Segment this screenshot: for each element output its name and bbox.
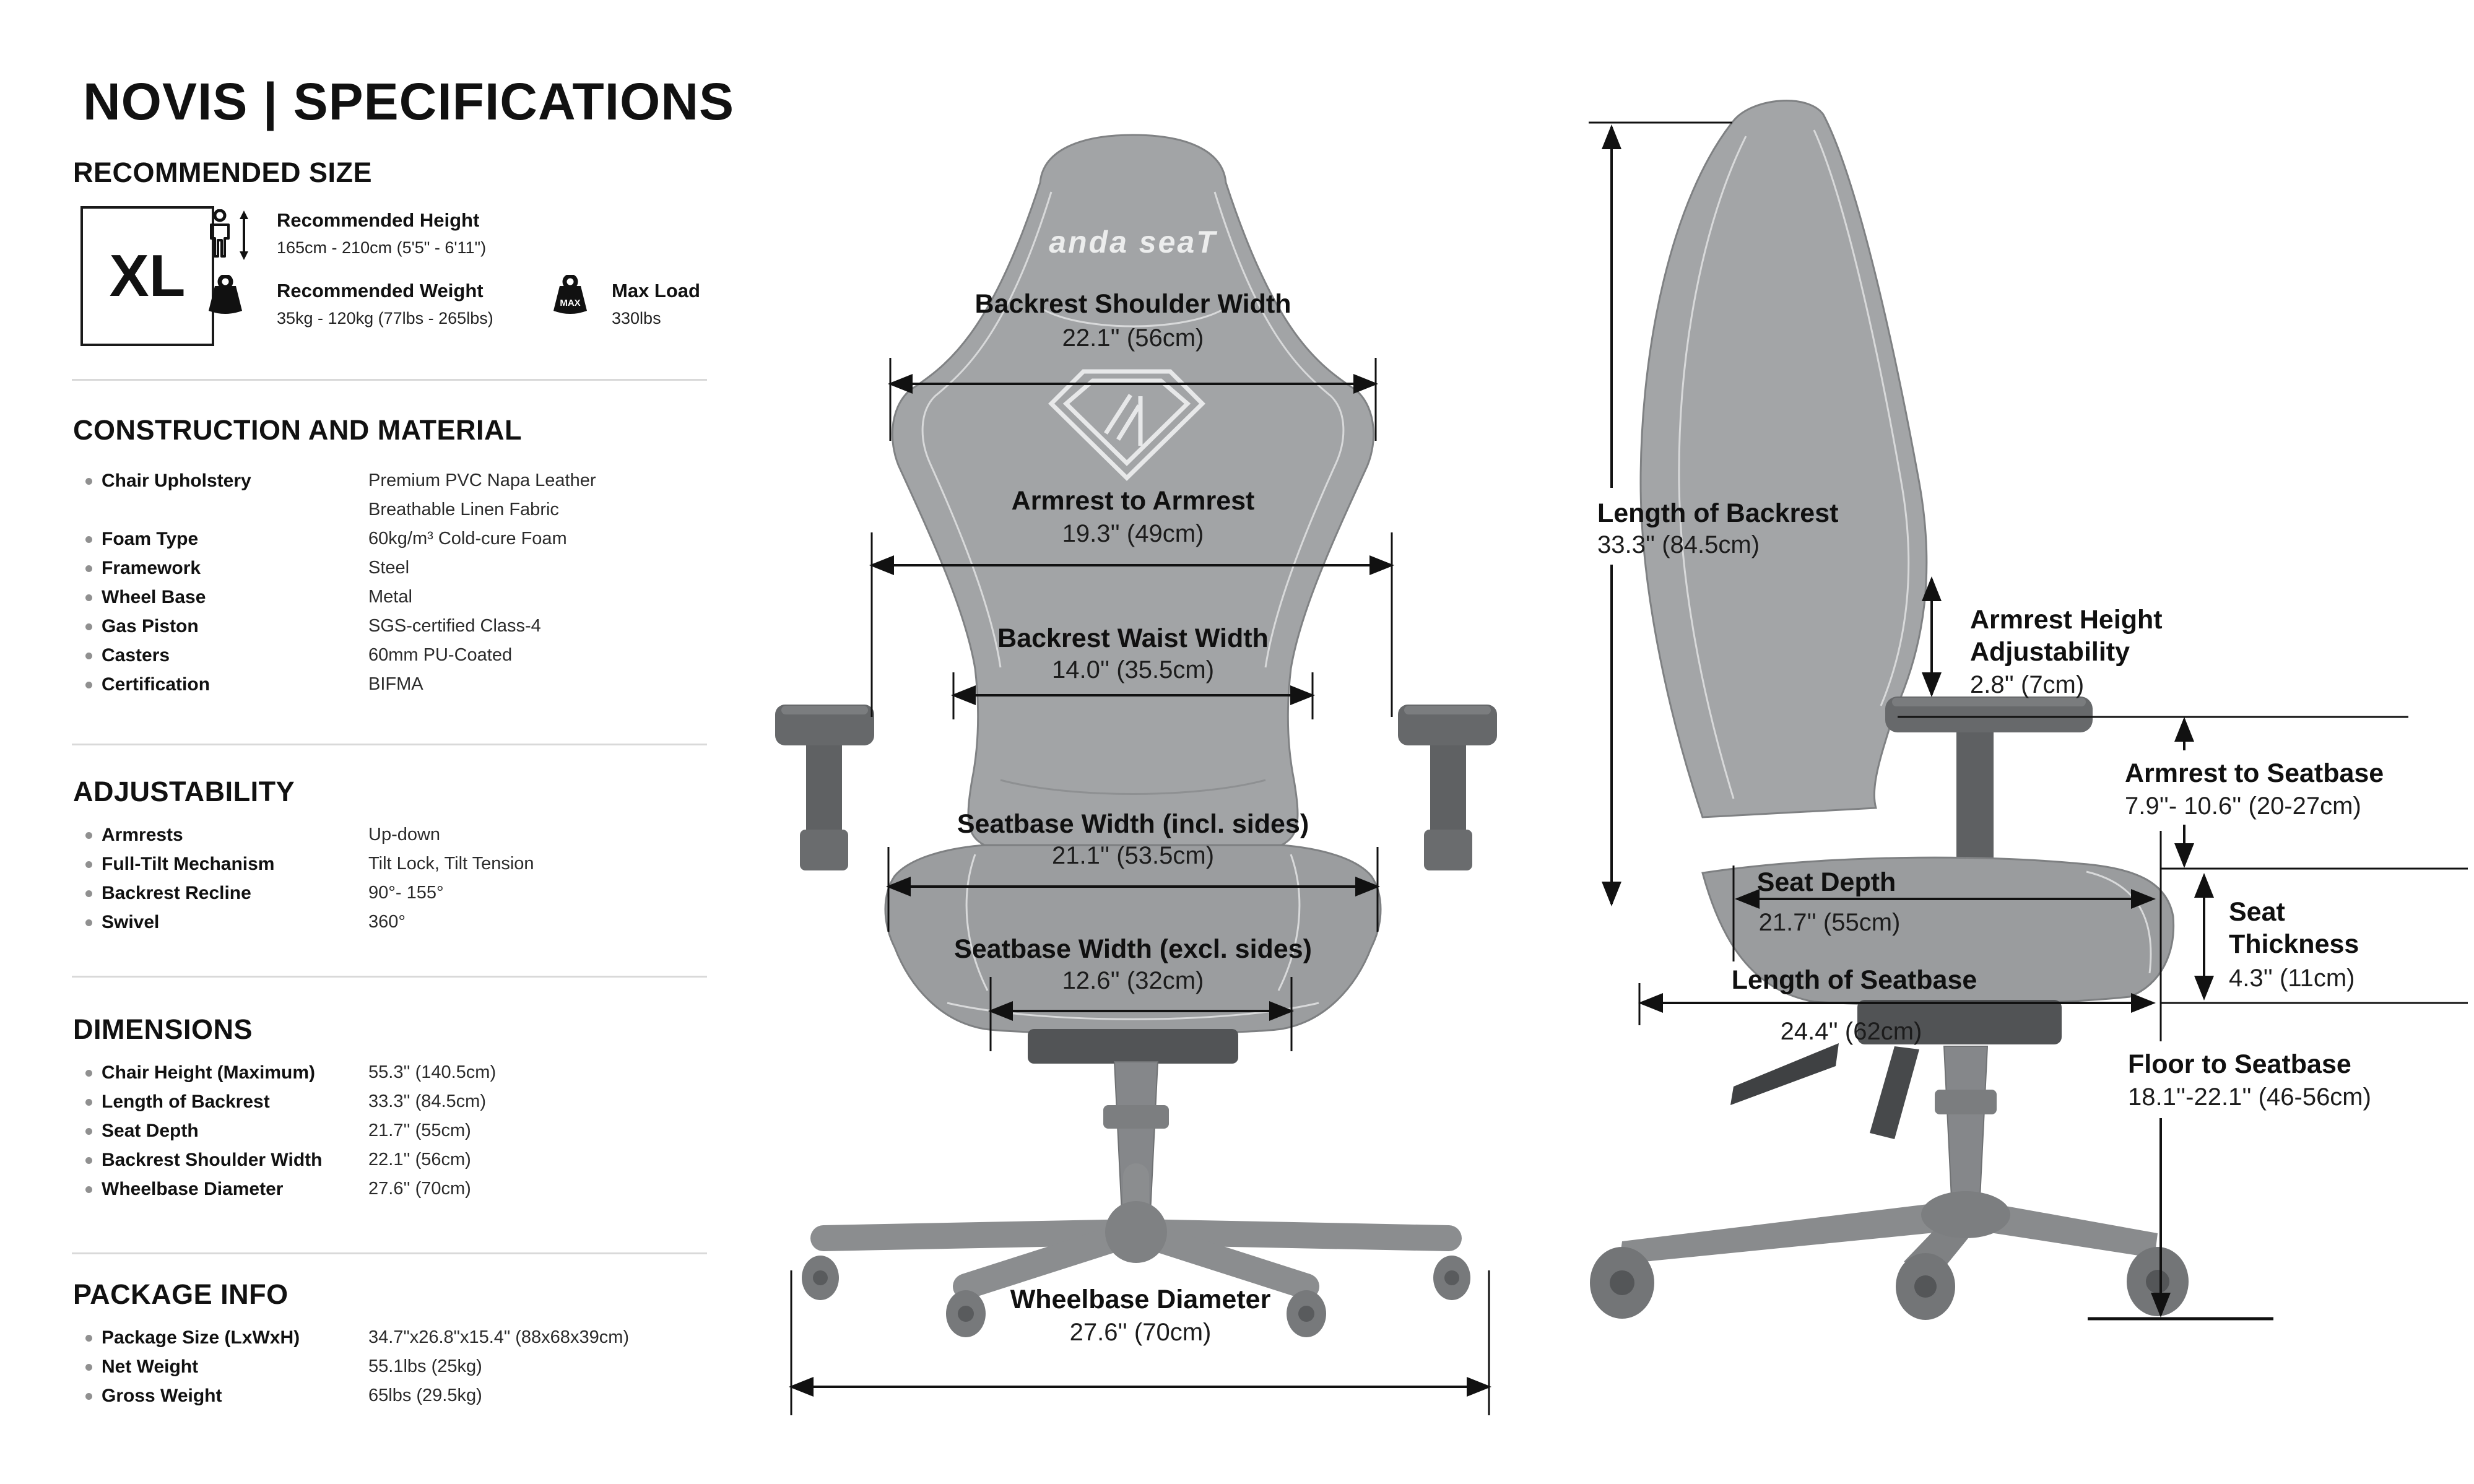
backrest-length-title: Length of Backrest bbox=[1597, 498, 1839, 528]
seatbase-incl-title: Seatbase Width (incl. sides) bbox=[957, 809, 1309, 839]
spec-label: Wheel Base bbox=[102, 587, 206, 607]
spec-value: Tilt Lock, Tilt Tension bbox=[368, 854, 534, 874]
spec-label: Net Weight bbox=[102, 1356, 199, 1377]
spec-value: BIFMA bbox=[368, 674, 423, 694]
spec-value: 33.3'' (84.5cm) bbox=[368, 1091, 486, 1111]
spec-label: Chair Upholstery bbox=[102, 471, 251, 491]
seatbase-excl-value: 12.6'' (32cm) bbox=[1062, 967, 1204, 994]
spec-label: Casters bbox=[102, 645, 170, 666]
spec-label: Swivel bbox=[102, 912, 160, 932]
spec-value: 22.1'' (56cm) bbox=[368, 1150, 471, 1169]
spec-label: Framework bbox=[102, 558, 201, 578]
recommended-height-label: Recommended Height bbox=[277, 209, 480, 231]
section-heading: DIMENSIONS bbox=[73, 1013, 253, 1045]
backrest-length-value: 33.3'' (84.5cm) bbox=[1597, 531, 1760, 558]
page-title: NOVIS | SPECIFICATIONS bbox=[83, 72, 735, 131]
spec-label: Seat Depth bbox=[102, 1121, 199, 1141]
section-heading: ADJUSTABILITY bbox=[73, 776, 295, 807]
spec-value: 27.6'' (70cm) bbox=[368, 1179, 471, 1199]
armrest-height-value: 2.8'' (7cm) bbox=[1970, 671, 2085, 698]
spec-label: Backrest Shoulder Width bbox=[102, 1150, 323, 1170]
shoulder-width-value: 22.1'' (56cm) bbox=[1062, 324, 1204, 352]
armrest-to-armrest-value: 19.3'' (49cm) bbox=[1062, 520, 1204, 547]
section-heading: CONSTRUCTION AND MATERIAL bbox=[73, 414, 522, 446]
armrest-to-seatbase-title: Armrest to Seatbase bbox=[2125, 758, 2384, 788]
seat-thickness-value: 4.3'' (11cm) bbox=[2229, 965, 2355, 992]
spec-value: 90°- 155° bbox=[368, 883, 444, 903]
spec-label: Backrest Recline bbox=[102, 883, 251, 903]
floor-to-seatbase-title: Floor to Seatbase bbox=[2128, 1049, 2351, 1079]
spec-value: Premium PVC Napa Leather Breathable Linen Fabric bbox=[368, 471, 596, 519]
section-heading: PACKAGE INFO bbox=[73, 1278, 289, 1310]
waist-width-value: 14.0'' (35.5cm) bbox=[1051, 656, 1215, 683]
spec-label: Package Size (LxWxH) bbox=[102, 1327, 300, 1348]
spec-label: Length of Backrest bbox=[102, 1091, 270, 1112]
wheelbase-value: 27.6'' (70cm) bbox=[1069, 1319, 1212, 1346]
armrest-height-title-1: Armrest Height bbox=[1970, 605, 2163, 635]
seatbase-excl-title: Seatbase Width (excl. sides) bbox=[954, 934, 1312, 964]
spec-value: 60mm PU-Coated bbox=[368, 645, 513, 665]
seat-thickness-title-2: Thickness bbox=[2229, 929, 2359, 959]
spec-value: 34.7"x26.8"x15.4" (88x68x39cm) bbox=[368, 1327, 630, 1347]
spec-value: 65lbs (29.5kg) bbox=[368, 1386, 482, 1405]
size-badge-label: XL bbox=[109, 243, 186, 309]
spec-value: 55.1lbs (25kg) bbox=[368, 1356, 482, 1376]
seatbase-length-value: 24.4'' (62cm) bbox=[1780, 1018, 1922, 1045]
spec-value: 55.3'' (140.5cm) bbox=[368, 1062, 497, 1082]
seat-depth-value: 21.7'' (55cm) bbox=[1758, 909, 1901, 936]
seatbase-incl-value: 21.1'' (53.5cm) bbox=[1051, 842, 1215, 869]
wheelbase-title: Wheelbase Diameter bbox=[1010, 1285, 1271, 1314]
recommended-weight-value: 35kg - 120kg (77lbs - 265lbs) bbox=[277, 309, 493, 328]
waist-width-title: Backrest Waist Width bbox=[997, 623, 1269, 653]
shoulder-width-title: Backrest Shoulder Width bbox=[974, 289, 1291, 319]
spec-value: Up-down bbox=[368, 825, 441, 844]
spec-label: Wheelbase Diameter bbox=[102, 1179, 284, 1199]
recommended-size-heading: RECOMMENDED SIZE bbox=[73, 157, 373, 188]
spec-label: Foam Type bbox=[102, 529, 199, 549]
spec-label: Chair Height (Maximum) bbox=[102, 1062, 316, 1083]
spec-value: Steel bbox=[368, 558, 410, 578]
max-load-icon-text: MAX bbox=[560, 298, 581, 308]
recommended-height-value: 165cm - 210cm (5'5" - 6'11") bbox=[277, 238, 487, 257]
seat-thickness-title-1: Seat bbox=[2229, 897, 2285, 927]
armrest-to-armrest-title: Armrest to Armrest bbox=[1011, 486, 1255, 516]
spec-value: Metal bbox=[368, 587, 412, 607]
spec-value: 60kg/m³ Cold-cure Foam bbox=[368, 529, 567, 549]
spec-label: Gas Piston bbox=[102, 616, 199, 636]
spec-value: 360° bbox=[368, 912, 406, 932]
armrest-height-title-2: Adjustability bbox=[1970, 637, 2130, 667]
seatbase-length-title: Length of Seatbase bbox=[1731, 965, 1977, 995]
spec-label: Full-Tilt Mechanism bbox=[102, 854, 275, 874]
max-load-label: Max Load bbox=[612, 280, 700, 302]
armrest-to-seatbase-value: 7.9''- 10.6'' (20-27cm) bbox=[2125, 792, 2361, 820]
spec-label: Gross Weight bbox=[102, 1386, 222, 1406]
recommended-weight-label: Recommended Weight bbox=[277, 280, 484, 302]
seat-depth-title: Seat Depth bbox=[1756, 867, 1896, 897]
floor-to-seatbase-value: 18.1''-22.1'' (46-56cm) bbox=[2128, 1083, 2371, 1111]
max-load-value: 330lbs bbox=[612, 309, 661, 328]
spec-label: Armrests bbox=[102, 825, 183, 845]
spec-value: SGS-certified Class-4 bbox=[368, 616, 541, 636]
spec-label: Certification bbox=[102, 674, 211, 695]
spec-value: 21.7'' (55cm) bbox=[368, 1121, 471, 1140]
brand-logo-text: anda seaT bbox=[1049, 225, 1217, 259]
